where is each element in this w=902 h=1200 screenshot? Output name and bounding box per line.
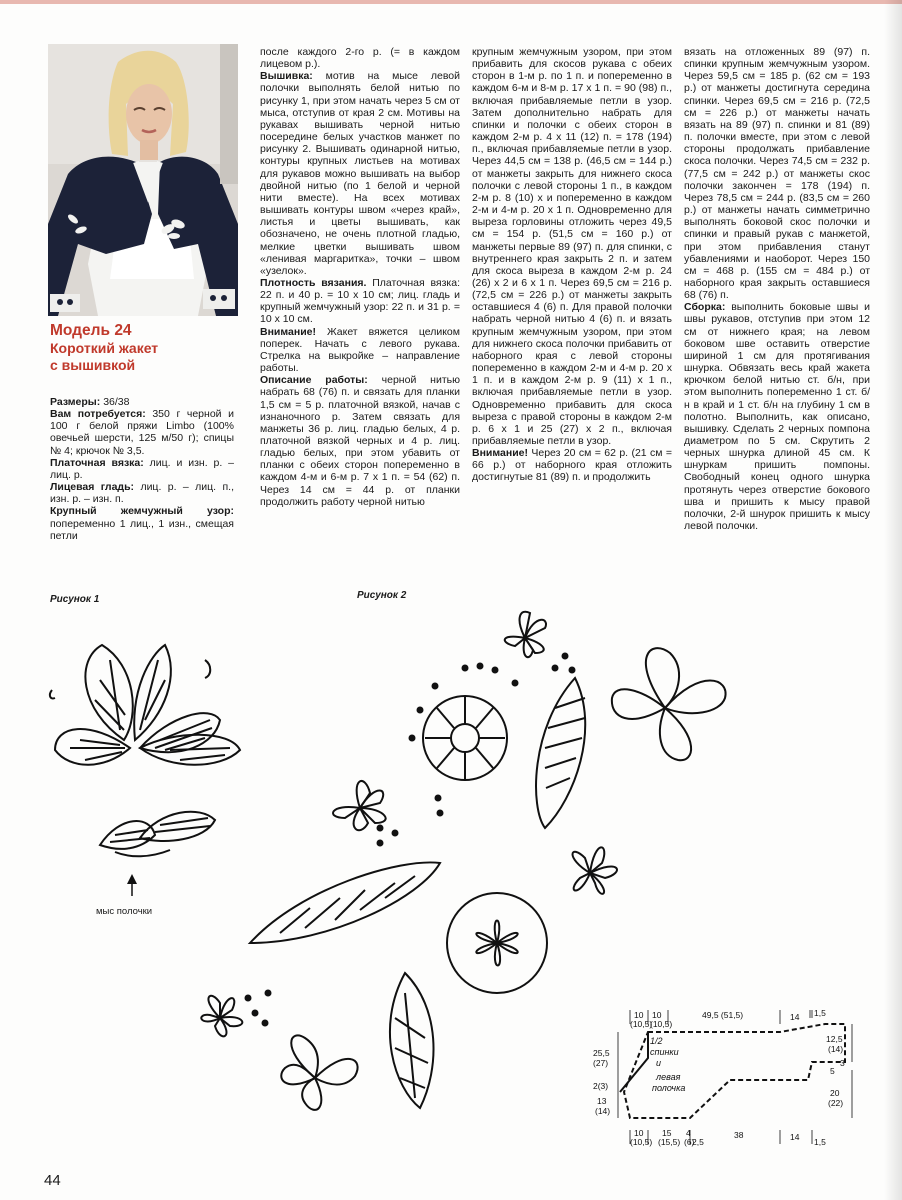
paragraph-text: лиц. р. – лиц. п., изн. р. – изн. п. [50,481,234,506]
figure-2-label: Рисунок 2 [357,590,407,601]
text-column-1 [50,396,234,542]
dim-right-12-alt: (14) [828,1044,844,1054]
paragraph [472,447,672,483]
text-column-2 [260,46,460,508]
top-edge-stripe [0,0,902,4]
dim-right-12: 12,5 [826,1034,843,1044]
dim-left-25-alt: (27) [593,1058,609,1068]
paragraph-text: Через 20 см = 62 р. (21 см = 66 р.) от наборного края отложить достигнутые 81 (89) п. и продолжить [472,447,672,484]
paragraph-heading: Вам потребуется: [50,408,146,421]
page-number: 44 [44,1172,61,1189]
paragraph [684,301,870,532]
schematic-label-5: полочка [652,1083,686,1093]
schematic-label-2: спинки [650,1047,679,1057]
dim-bot-4-alt: (6) [684,1137,695,1147]
paragraph-heading: Внимание! [260,325,316,338]
dim-top-10b-alt: (10,5) [650,1019,673,1029]
dim-right-20-alt: (22) [828,1098,844,1108]
paragraph-heading: Внимание! [472,447,528,460]
dim-right-3: 3 [840,1058,845,1068]
dim-right-5: 5 [830,1066,835,1076]
dim-bot-38: 38 [734,1130,744,1140]
paragraph-text: после каждого 2-го р. (= в каждом лицевом р.). [260,46,460,71]
binding-shadow [884,0,902,1200]
model-number: Модель 24 [50,322,132,339]
paragraph-heading: Лицевая гладь: [50,481,135,494]
dim-bot-10: 10 [634,1128,644,1138]
paragraph [50,481,234,505]
paragraph-text: 350 г черной и 100 г белой пряжи Limbo (100% овечьей шерсти, 125 м/50 г); спицы № 4; крючок № 3,5. [50,408,234,457]
dim-top-10b: 10 [652,1010,662,1020]
paragraph [260,374,460,508]
dim-top-main: 49,5 (51,5) [702,1010,744,1020]
paragraph-heading: Размеры: [50,396,101,408]
paragraph-heading: Платочная вязка: [50,456,144,469]
paragraph [50,396,234,408]
schematic-label-1: 1/2 [650,1036,663,1046]
paragraph-text: попеременно 1 лиц., 1 изн., смещая петли [50,517,234,542]
paragraph-text: Платочная вязка: 22 п. и 40 р. = 10 х 10 см; лиц. гладь и крупный жемчужный узор: 22 п. и 31 р. = 10 х 10 см. [260,276,460,326]
dim-left-2: 2(3) [593,1081,609,1091]
paragraph [260,326,460,375]
paragraph-text: 36/38 [100,396,130,408]
paragraph-heading: Плотность вязания. [260,276,367,289]
dim-left-13-alt: (14) [595,1106,611,1116]
paragraph [50,457,234,481]
dim-right-20: 20 [830,1088,840,1098]
dim-top-10a: 10 [634,1010,644,1020]
paragraph [50,408,234,457]
paragraph [260,70,460,277]
paragraph-text: крупным жемчужным узором, при этом прибавить для скосов рукава с обеих сторон в 1-м р. по 1 п. и попеременно в каждом 6-м и 8-м р. 17 х 1 п. = 90 (98) п., включая прибавляемые петли в узор. Затем дополнительно набрать для спинки и полочки с обеих сторон в каждом 2-м р. 4 х 11 (12) п. = 178 (194) п., включая прибавляемые петли в узор. Через 44,5 см = 138 р. (46,5 см = 144 р.) от манжеты закрыть для нижнего скоса полочки с левой стороны 1 п., в каждом 2-м р. 8 (10) х и попеременно в каждом 2-м и 4-м р. 20 х 1 п. Одновременно для выреза горловины отложить через 49,5 см = 154 р. (51,5 см = 160 р.) от манжеты первые 89 (97) п. для спинки, с внутреннего края закрыть 2 п. и затем для скоса выреза в каждом 2-м р. 24 (26) х 2 и 6 х 1 п. Через 69,5 см = 216 р. (72,5 см = 226 р.) от манжеты закрыть оставшиеся 4 (6) п. Для правой полочки набрать черной нитью 4 (6) п. и вязать крупным жемчужным узором, при этом для нижнего скоса полочки прибавить от наборного края с левой стороны попеременно в каждом 2-м и 4-м р. 20 х 1 п. и в каждом 2-м р. 9 (11) х 1 п., включая прибавляемые петли в узор. Одновременно прибавить для скоса выреза с правой стороны в каждом 2-м р. 6 х 1 и 25 (27) х 2 п., включая прибавляемые петли в узор. [472,46,672,447]
paragraph-text: черной нитью набрать 68 (76) п. и связать для планки 1,5 см = 5 р. платочной вязкой, начав с изнаночного р. Затем связать для манжеты 36 р. лиц. гладью белых, 4 р. платочной вязкой черных и 4 р. лиц. гладью белых, при этом убавить от планки с обеих сторон попеременно в каждом 4-м и 6-м р. 7 х 1 п. = 54 (62) п. Через 14 см = 44 р. от планки продолжить работу черной нитью [260,374,460,508]
dim-top-14: 14 [790,1012,800,1022]
model-photo [48,44,238,316]
dim-bot-15-alt: (15,5) [658,1137,681,1147]
paragraph-text: лиц. и изн. р. – лиц. р. [50,456,234,481]
model-title-block [50,322,240,374]
schematic-label-4: левая [656,1072,681,1082]
paragraph [260,46,460,70]
paragraph-text: вязать на отложенных 89 (97) п. спинки крупным жемчужным узором. Через 59,5 см = 185 р. (62 см = 193 р.) от манжеты достигнута середина спинки. Через 69,5 см = 216 р. (72,5 см = 226 р.) от манжеты начать вязать на 89 (97) п. спинки и 81 (89) п. полочки вместе, при этом с левой стороны продолжать прибавление скоса полочки. Через 74,5 см = 232 р. (77,5 см = 242 р.) от манжеты скос полочки закончен = 178 (194) п. Через 78,5 см = 244 р. (83,5 см = 260 р.) от манжеты начать симметрично выполнять боковой скос полочки и спинки и правый рукав с манжетой, при этом прибавления станут убавлениями и наоборот. Через 150 см = 468 р. (155 см = 484 р.) от наборного края закрыть оставшиеся 68 (76) п. [684,46,870,302]
schematic-label-3: и [656,1058,662,1068]
arrow-label: мыс полочки [96,906,153,917]
paragraph-heading: Вышивка: [260,70,313,83]
dim-bot-15b: 1,5 [814,1137,826,1147]
paragraph [260,277,460,326]
dim-top-15: 1,5 [814,1008,826,1018]
paragraph-heading: Крупный жемчужный узор: [50,505,234,518]
model-name-line2: с вышивкой [50,357,136,373]
paragraph [684,46,870,301]
model-name-line1: Короткий жакет [50,340,159,356]
paragraph-heading: Сборка: [684,301,726,314]
dim-bot-25: 2,5 [692,1137,704,1147]
paragraph-text: Жакет вяжется целиком поперек. Начать с левого рукава. Стрелка на выкройке – направление работы. [260,325,460,375]
paragraph [50,505,234,541]
dim-left-13: 13 [597,1096,607,1106]
dim-bot-4: 4 [686,1128,691,1138]
text-column-3 [472,46,672,484]
paragraph-text: мотив на мысе левой полочки выполнять белой нитью по рисунку 1, при этом начать через 5 см от мыса, отступив от края 2 см. Мотивы на рукавах вышивать черной нитью посередине белых участков манжет по рисунку 2. Вышивать одинарной нитью, контуры крупных листьев на мотивах для рукавов можно вышивать на выбор двойной нитью (по 1 белой и черной нити вместе). На всех мотивах вышивать контуры швом «через край», листья и цветы вышивать, как обозначено, не очень плотной гладью, мелкие цветки вышивать швом «ленивая маргаритка», точки – швом «узелок». [260,70,460,277]
garment-schematic [590,1000,860,1150]
paragraph [472,46,672,447]
dim-top-10a-alt: (10,5) [630,1019,653,1029]
paragraph-text: выполнить боковые швы и швы рукавов, отступив при этом 12 см от нижнего края; на левом боковом шве оставить отверстие шириной 1 см для протягивания шнурка. Обвязать весь край жакета крючком белой нитью ст. б/н, при этом выполнить попеременно 1 ст. б/н в край и 1 ст. б/н на глубину 1 см в полотно. Выполнить, как описано, вышивку. Сделать 2 черных помпона диаметром по 5 см. Скрутить 2 черных шнурка длиной 45 см. К шнуркам пришить помпоны. Свободный конец одного шнурка протянуть через отверстие бокового шва и пришить к мысу правой полочки, 2-й шнурок пришить к мысу левой полочки. [684,301,870,533]
dim-bot-15: 15 [662,1128,672,1138]
text-column-4 [684,46,870,532]
dim-bot-14: 14 [790,1132,800,1142]
dim-bot-10-alt: (10,5) [630,1137,653,1147]
figure-1-label: Рисунок 1 [50,594,100,605]
dim-left-25: 25,5 [593,1048,610,1058]
paragraph-heading: Описание работы: [260,374,368,387]
